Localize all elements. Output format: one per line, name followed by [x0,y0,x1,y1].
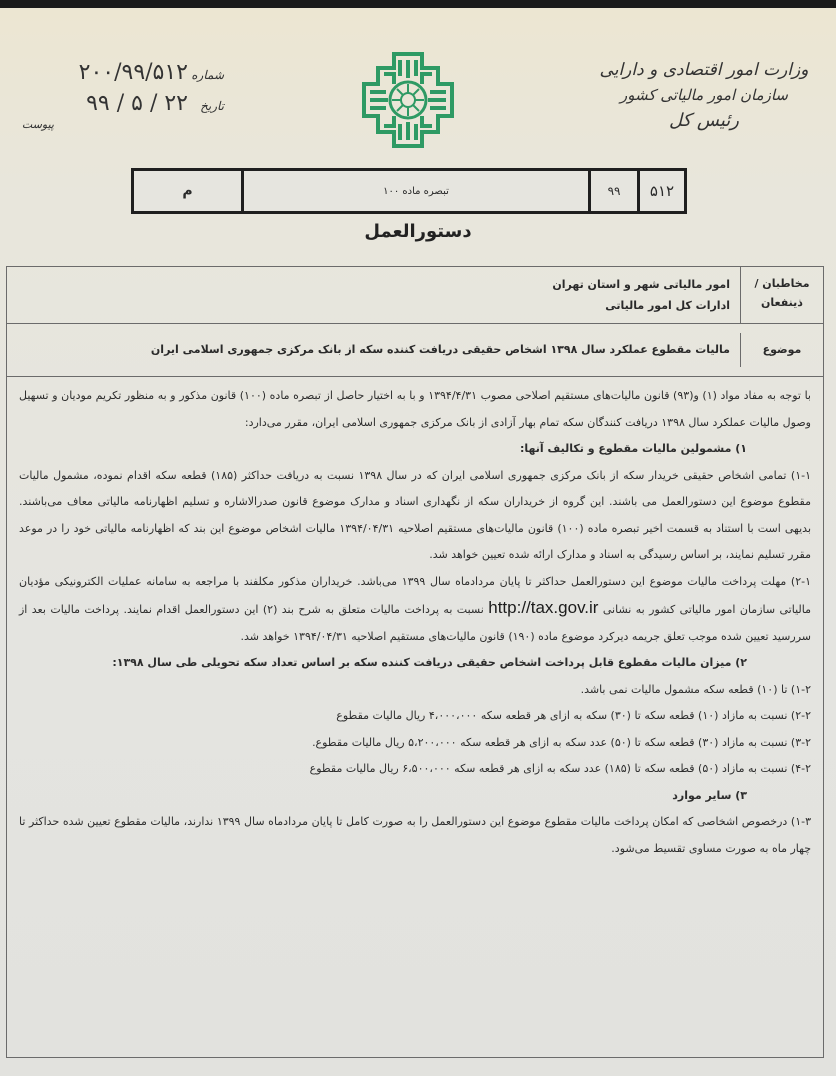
attachment-label: پیوست [21,118,54,131]
subject-value: مالیات مقطوع عملکرد سال ۱۳۹۸ اشخاص حقیقی دریافت کننده سکه از بانک مرکزی جمهوری اسلامی ایران [150,342,730,356]
letter-date-value: ۲۲ / ۵ / ۹۹ [86,91,188,116]
instruction-body [7,377,823,862]
reference-year: ۹۹ [588,171,637,211]
subject-row [7,324,823,377]
subject-label: موضوع [740,333,823,368]
organization-name: سازمان امور مالیاتی کشور [620,86,788,104]
item-1-1: ۱-۱) تمامی اشخاص حقیقی خریدار سکه از بانک مرکزی جمهوری اسلامی ایران که در سال ۱۳۹۸ نسبت به دریافت حداکثر (۱۸۵) قطعه سکه اقدام نموده، مشمول مالیات مقطوع موضوع این دستورالعمل می باشند. این گروه از خریداران سکه از نگهداری اسناد و مدارک موضوع قانون صدرالاشاره و تسلیم اظهارنامه مالیاتی معاف می‌باشند. بدیهی است با استناد به قسمت اخیر تبصره ماده (۱۰۰) قانون مالیات‌های مستقیم اصلاحیه ۱۳۹۴/۰۴/۳۱ مالیات اشخاص موضوع این بند که اظهارنامه مالیاتی خود را در موعد مقرر تسلیم نمایند، بر اساس رسیدگی به اسناد و مدارک ارائه شده تعیین خواهد شد. [19,468,812,561]
addressees-label: مخاطبان / ذینفعان [740,267,823,323]
tax-organization-logo-icon [360,50,456,150]
section-2-title: ۲) میزان مالیات مقطوع قابل پرداخت اشخاص حقیقی دریافت کننده سکه بر اساس تعداد سکه تحویلی طی سال ۱۳۹۸: [112,656,747,669]
reference-subject: تبصره ماده ۱۰۰ [241,171,588,211]
letter-date-label: تاریخ [200,99,224,113]
reference-box [131,168,687,214]
item-2-2: ۲-۲) نسبت به مازاد (۱۰) قطعه سکه تا (۳۰) سکه به ازای هر قطعه سکه ۴،۰۰۰،۰۰۰ ریال مالیات مقطوع [336,709,811,722]
item-1-2-text-b: نسبت به پرداخت مالیات متعلق به شرح بند (۲) این دستورالعمل اقدام نمایند. پرداخت مالیات بعد از سررسید تعیین شده موجب تعلق جریمه دیرکرد موضوع ماده (۱۹۰) قانون مالیات‌های مستقیم اصلاحیه ۱۳۹۴/۰۴/۳۱ خواهد شد. [19,603,811,643]
signatory-position: رئیس کل [668,110,739,131]
letter-number-label: شماره [191,68,224,82]
item-1-2-text-a: ۲-۱) مهلت پرداخت مالیات موضوع این دستورالعمل حداکثر تا پایان مردادماه سال ۱۳۹۹ می‌باشد. خریداران مذکور مکلفند با مراجعه به سامانه عملیات الکترونیکی مؤدیان مالیاتی سازمان امور مالیاتی کشور به نشانی [19,574,812,616]
item-3-1: ۱-۳) درخصوص اشخاصی که امکان پرداخت مالیات مقطوع موضوع این دستورالعمل را به صورت کامل تا پایان مردادماه سال ۱۳۹۹ ندارند، مالیات مقطوع تعیین شده حداکثر تا چهار ماه به صورت مساوی تقسیط می‌شود. [19,815,811,855]
section-3-title: ۳) سایر موارد [672,788,747,802]
letter-date-row [24,91,224,116]
ministry-name: وزارت امور اقتصادی و دارایی [599,60,809,80]
addressees-value [7,267,740,323]
addressee-1: امور مالیاتی شهر و استان تهران [552,278,730,291]
reference-letter: م [182,183,193,199]
section-1-title: ۱) مشمولین مالیات مقطوع و تکالیف آنها: [519,442,747,455]
item-1-2 [19,569,811,651]
letter-meta [21,60,224,131]
item-2-1: ۱-۲) تا (۱۰) قطعه سکه مشمول مالیات نمی باشد. [580,682,811,696]
item-2-4: ۴-۲) نسبت به مازاد (۵۰) قطعه سکه تا (۱۸۵) عدد سکه به ازای هر قطعه سکه ۶،۵۰۰،۰۰۰ ریال مالیات مقطوع [309,762,811,775]
document-page [0,8,836,1076]
addressee-2: ادارات کل امور مالیاتی [605,298,730,312]
instruction-table [6,266,824,1058]
intro-paragraph: با توجه به مفاد مواد (۱) و(۹۳) قانون مالیات‌های مستقیم اصلاحی مصوب ۱۳۹۴/۴/۳۱ و با به اختیار حاصل از تبصره ماده (۱۰۰) قانون مذکور و به منظور تکریم مودیان و تسهیل وصول مالیات عملکرد سال ۱۳۹۸ دریافت کنندگان سکه تمام بهار آزادی از بانک مرکزی جمهوری اسلامی ایران، مقرر می‌دارد: [19,389,811,429]
letter-number-value: ۲۰۰/۹۹/۵۱۲ [78,60,188,85]
document-title: دستورالعمل [364,221,472,242]
addressees-row [7,267,823,324]
letterhead [594,60,814,131]
letter-number-row [24,60,224,85]
reference-code: ۵۱۲ [637,171,684,211]
tax-portal-link[interactable]: http://tax.gov.ir [488,598,599,617]
item-2-3: ۳-۲) نسبت به مازاد (۳۰) قطعه سکه تا (۵۰) عدد سکه به ازای هر قطعه سکه ۵،۲۰۰،۰۰۰ ریال مالیات مقطوع. [312,735,811,749]
